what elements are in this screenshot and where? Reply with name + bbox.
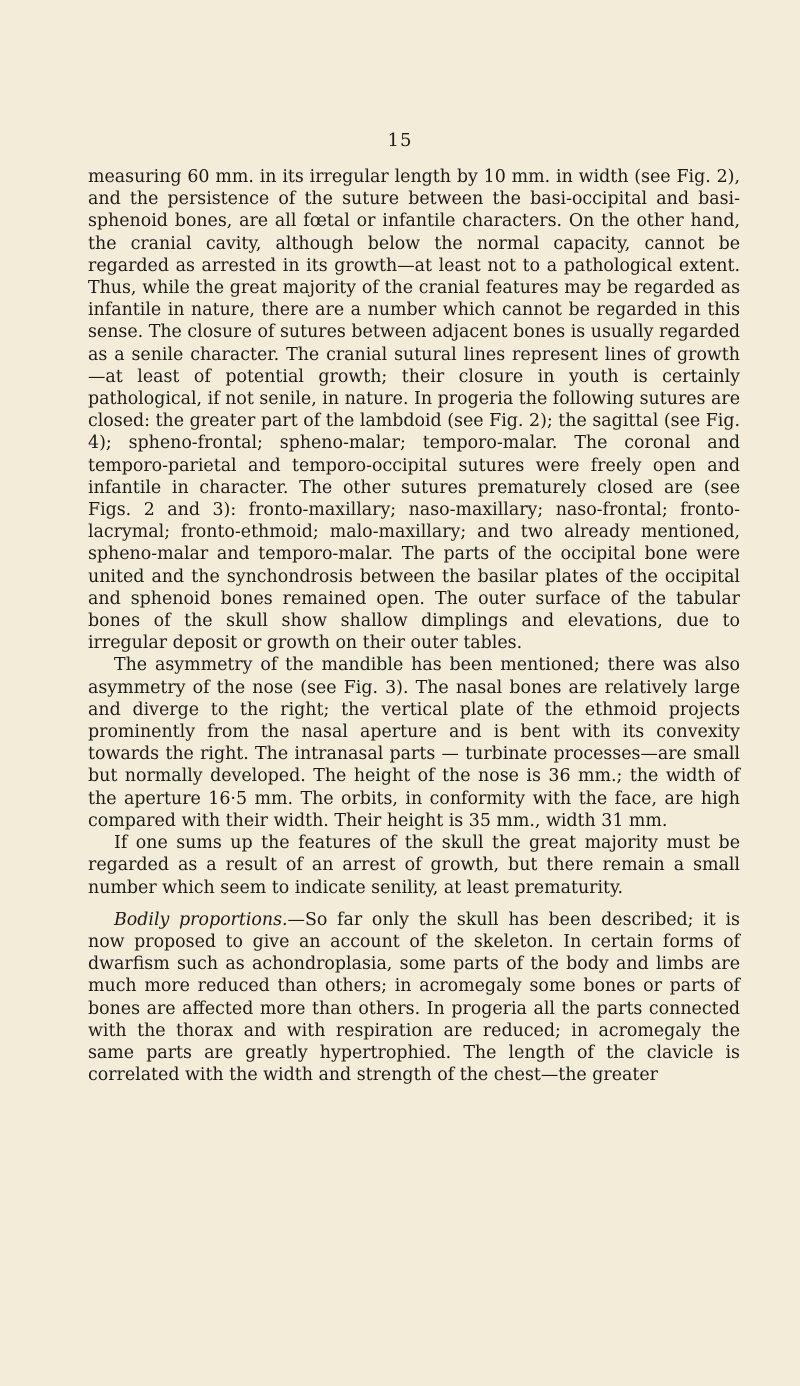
paragraph-summary: If one sums up the features of the skull the great majority must be regarded as a result of an arrest of growth, but there remain a small number which seem to indicate senility, at least prematurity. bbox=[88, 833, 740, 898]
section-heading: Bodily proportions. bbox=[114, 909, 288, 930]
section-text: —So far only the skull has been described; it is now proposed to give an account of the skeleton. In certain forms of dwarfism such as achondroplasia, some parts of the body and limbs are much more reduced than others; in acromegaly some bones or parts of bones are affected more than others. In progeria all the parts connected with the thorax and with respiration are reduced; in acromegaly the same parts are greatly hypertrophied. The length of the clavicle is correlated with the width and strength of the chest—the greater bbox=[88, 909, 740, 1086]
page-number: 15 bbox=[387, 130, 413, 151]
paragraph-bodily-proportions bbox=[88, 909, 740, 1087]
paragraph-asymmetry: The asymmetry of the mandible has been mentioned; there was also asymmetry of the nose (see Fig. 3). The nasal bones are relatively large and diverge to the right; the vertical plate of the ethmoid projects prominently from the nasal aperture and is bent with its convexity towards the right. The intranasal parts — turbinate processes—are small but normally developed. The height of the nose is 36 mm.; the width of the aperture 16·5 mm. The orbits, in conformity with the face, are high compared with their width. Their height is 35 mm., width 31 mm. bbox=[88, 655, 740, 831]
body-text bbox=[88, 166, 740, 1086]
paragraph-skull-sutures: measuring 60 mm. in its irregular length by 10 mm. in width (see Fig. 2), and the persistence of the suture between the basi-occipital and basi-sphenoid bones, are all fœtal or infantile characters. On the other hand, the cranial cavity, although below the normal capacity, cannot be regarded as arrested in its growth—at least not to a pathological extent. Thus, while the great majority of the cranial features may be regarded as infantile in nature, there are a number which cannot be regarded in this sense. The closure of sutures between adjacent bones is usually regarded as a senile character. The cranial sutural lines represent lines of growth—at least of potential growth; their closure in youth is certainly pathological, if not senile, in nature. In progeria the following sutures are closed: the greater part of the lambdoid (see Fig. 2); the sagittal (see Fig. 4); spheno-frontal; spheno-malar; temporo-malar. The coronal and temporo-parietal and temporo-occipital sutures were freely open and infantile in character. The other sutures prematurely closed are (see Figs. 2 and 3): fronto-maxillary; naso-maxillary; naso-frontal; fronto-lacrymal; fronto-ethmoid; malo-maxillary; and two already mentioned, spheno-malar and temporo-malar. The parts of the occipital bone were united and the synchondrosis between the basilar plates of the occipital and sphenoid bones remained open. The outer surface of the tabular bones of the skull show shallow dimplings and elevations, due to irregular deposit or growth on their outer tables. bbox=[88, 167, 740, 654]
